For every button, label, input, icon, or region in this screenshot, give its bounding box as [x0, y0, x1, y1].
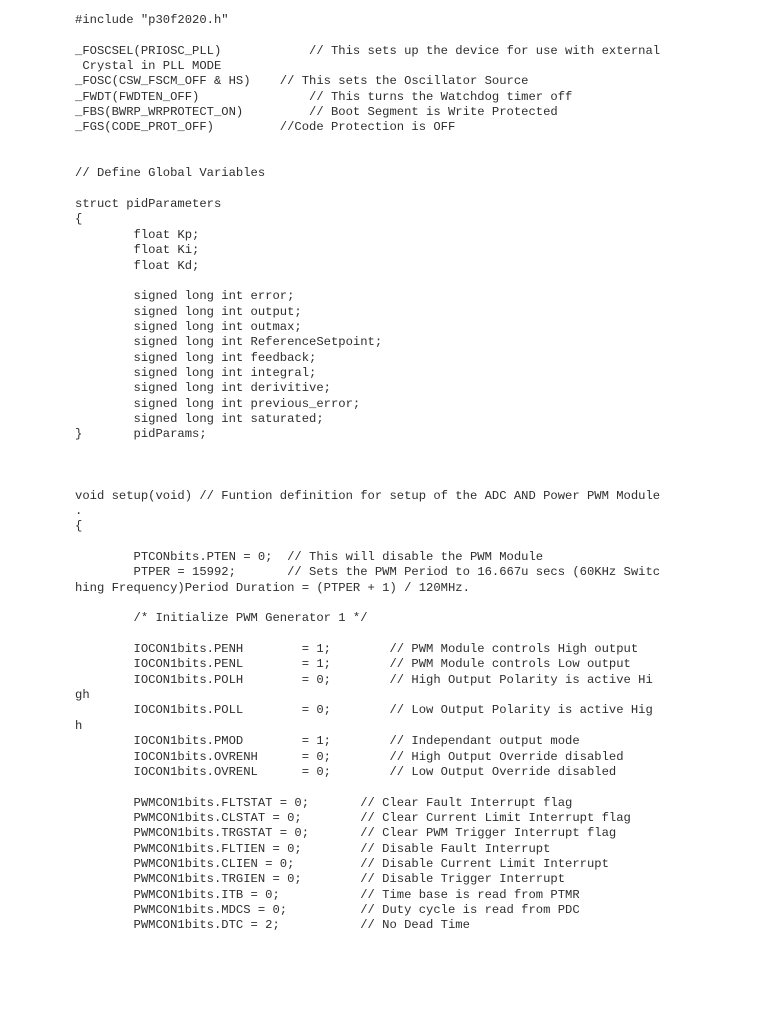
code-line: PWMCON1bits.FLTSTAT = 0; // Clear Fault Interrupt flag: [75, 795, 573, 810]
code-line: {: [75, 519, 83, 534]
code-line: // Define Global Variables: [75, 166, 266, 181]
code-line: signed long int outmax;: [75, 319, 302, 334]
code-line: } pidParams;: [75, 427, 207, 442]
code-line: Crystal in PLL MODE: [75, 59, 222, 74]
code-line: [75, 535, 675, 550]
code-line: PTPER = 15992; // Sets the PWM Period to 16.667u secs (60KHz Switc: [75, 565, 661, 580]
code-line: {: [75, 212, 83, 227]
code-line: signed long int error;: [75, 289, 295, 304]
code-line: PWMCON1bits.MDCS = 0; // Duty cycle is read from PDC: [75, 902, 580, 917]
code-line: void setup(void) // Funtion definition for setup of the ADC AND Power PWM Module: [75, 488, 661, 503]
code-line: [75, 182, 675, 197]
code-line: signed long int previous_error;: [75, 396, 361, 411]
code-line: PWMCON1bits.FLTIEN = 0; // Disable Fault Interrupt: [75, 841, 551, 856]
code-line: [75, 28, 675, 43]
code-line: signed long int output;: [75, 304, 302, 319]
code-line: PWMCON1bits.TRGSTAT = 0; // Clear PWM Trigger Interrupt flag: [75, 826, 617, 841]
code-line: [75, 443, 675, 458]
code-line: /* Initialize PWM Generator 1 */: [75, 611, 368, 626]
code-line: #include "p30f2020.h": [75, 13, 229, 27]
code-line: PWMCON1bits.CLIEN = 0; // Disable Current Limit Interrupt: [75, 856, 609, 871]
code-line: PWMCON1bits.ITB = 0; // Time base is read from PTMR: [75, 887, 580, 902]
code-line: PWMCON1bits.CLSTAT = 0; // Clear Current Limit Interrupt flag: [75, 810, 631, 825]
code-line: IOCON1bits.OVRENL = 0; // Low Output Override disabled: [75, 764, 617, 779]
code-line: float Kd;: [75, 258, 200, 273]
code-line: signed long int ReferenceSetpoint;: [75, 335, 383, 350]
code-line: .: [75, 504, 83, 518]
code-line: [75, 596, 675, 611]
code-line: [75, 151, 675, 166]
code-line: signed long int feedback;: [75, 350, 317, 365]
code-line: _FOSC(CSW_FSCM_OFF & HS) // This sets the Oscillator Source: [75, 74, 529, 89]
code-line: [75, 627, 675, 642]
code-line: PWMCON1bits.TRGIEN = 0; // Disable Trigger Interrupt: [75, 872, 566, 887]
code-line: struct pidParameters: [75, 197, 222, 212]
code-line: [75, 136, 675, 151]
code-line: _FOSCSEL(PRIOSC_PLL) // This sets up the device for use with external: [75, 43, 661, 58]
code-line: signed long int saturated;: [75, 411, 324, 426]
code-line: IOCON1bits.PENL = 1; // PWM Module controls Low output: [75, 657, 631, 672]
code-line: [75, 274, 675, 289]
code-line: _FGS(CODE_PROT_OFF) //Code Protection is OFF: [75, 120, 456, 135]
code-listing: [75, 13, 675, 934]
code-line: float Ki;: [75, 243, 200, 258]
code-line: _FWDT(FWDTEN_OFF) // This turns the Watchdog timer off: [75, 89, 573, 104]
code-line: PTCONbits.PTEN = 0; // This will disable the PWM Module: [75, 550, 544, 565]
code-line: IOCON1bits.PENH = 1; // PWM Module controls High output: [75, 642, 639, 657]
code-line: [75, 458, 675, 473]
code-line: [75, 473, 675, 488]
code-line: hing Frequency)Period Duration = (PTPER + 1) / 120MHz.: [75, 580, 470, 595]
code-line: _FBS(BWRP_WRPROTECT_ON) // Boot Segment is Write Protected: [75, 105, 558, 120]
code-line: float Kp;: [75, 227, 200, 242]
code-line: h: [75, 718, 83, 733]
code-line: IOCON1bits.OVRENH = 0; // High Output Override disabled: [75, 749, 624, 764]
code-line: IOCON1bits.PMOD = 1; // Independant output mode: [75, 734, 580, 749]
code-line: signed long int derivitive;: [75, 381, 331, 396]
code-line: [75, 780, 675, 795]
code-line: gh: [75, 688, 90, 703]
code-line: PWMCON1bits.DTC = 2; // No Dead Time: [75, 918, 470, 933]
code-line: signed long int integral;: [75, 365, 317, 380]
code-line: IOCON1bits.POLH = 0; // High Output Polarity is active Hi: [75, 672, 653, 687]
code-line: IOCON1bits.POLL = 0; // Low Output Polarity is active Hig: [75, 703, 653, 718]
